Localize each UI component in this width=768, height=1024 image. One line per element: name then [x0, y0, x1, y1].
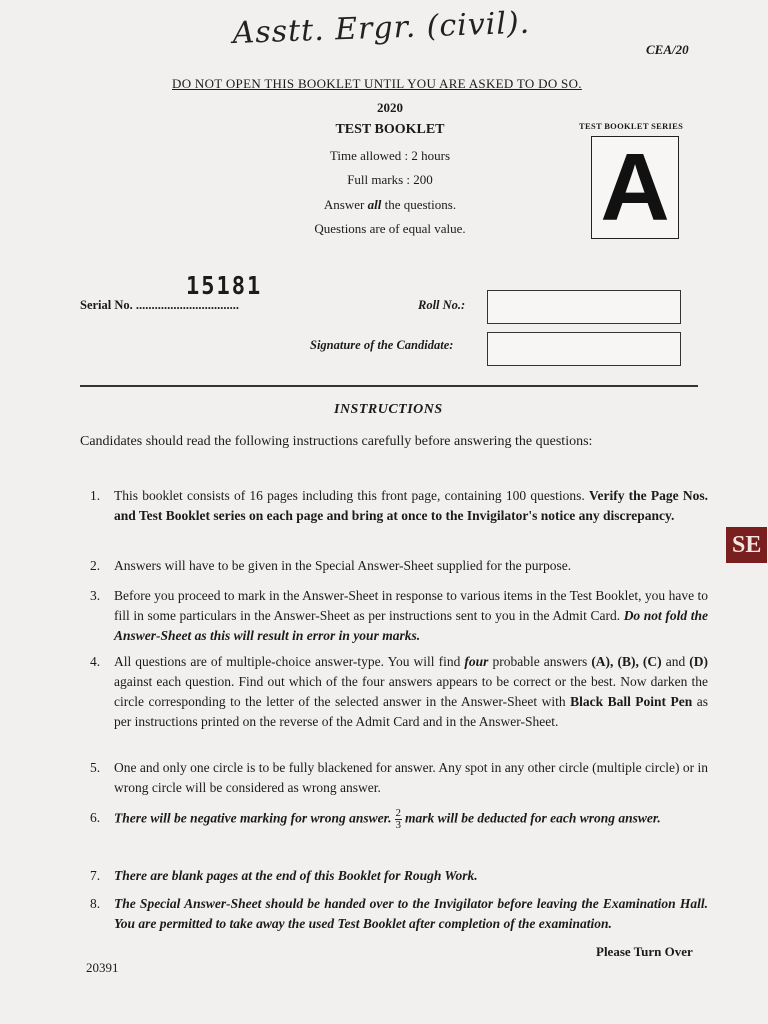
series-label: TEST BOOKLET SERIES: [579, 121, 684, 131]
item-text: and: [661, 654, 690, 669]
item-text: probable answers: [488, 654, 592, 669]
item-number: 3.: [90, 588, 101, 603]
booklet-title: TEST BOOKLET: [335, 122, 445, 137]
instruction-item-7: [90, 866, 708, 886]
footer-code: 20391: [86, 960, 119, 975]
instruction-item-8: [90, 894, 708, 934]
fraction-numerator: 2: [395, 807, 402, 819]
roll-no-field[interactable]: [487, 290, 681, 324]
item-text: against each question. Find out which of the four answers appears to be correct or the best. Now darken the circle corresponding to the letter of the selected answer in the Answer-Sheet with: [114, 674, 708, 709]
instruction-item-5: [90, 758, 708, 798]
item-option-d: (D): [689, 654, 709, 669]
item-text-bold-italic: Do not fold the Answer-Sheet as this will result in error in your marks.: [114, 608, 708, 643]
answer-all-instruction: [290, 197, 490, 213]
full-marks: Full marks : 200: [347, 172, 433, 187]
item-number: 8.: [90, 896, 101, 911]
item-text: The Special Answer-Sheet should be handed over to the Invigilator before leaving the Examination Hall. You are permitted to take away the used Test Booklet after completion of the examination.: [114, 896, 708, 931]
equal-value-note: Questions are of equal value.: [314, 221, 466, 236]
answer-all-emphasis: all: [367, 197, 382, 212]
item-text: One and only one circle is to be fully blackened for answer. Any spot in any other circle (multiple circle) or in wrong circle will be considered as wrong answer.: [114, 760, 708, 795]
item-text: There will be negative marking for wrong answer.: [114, 810, 392, 826]
fraction-denominator: 3: [395, 819, 402, 831]
please-turn-over: Please Turn Over: [596, 944, 693, 959]
item-text: as per instructions printed on the reverse of the Admit Card and in the Answer-Sheet.: [114, 694, 709, 729]
item-text: Answers will have to be given in the Special Answer-Sheet supplied for the purpose.: [114, 558, 572, 573]
serial-number: 15181: [186, 272, 263, 301]
instruction-item-1: [90, 486, 708, 526]
instructions-intro: Candidates should read the following instructions carefully before answering the questions:: [80, 434, 593, 449]
signature-field[interactable]: [487, 332, 681, 366]
answer-all-suffix: the questions.: [381, 197, 457, 212]
item-text: All questions are of multiple-choice answer-type. You will find: [114, 654, 465, 669]
paper-code: CEA/20: [646, 42, 689, 57]
item-text: This booklet consists of 16 pages including this front page, containing 100 questions.: [114, 488, 589, 503]
exam-year: 2020: [377, 100, 403, 115]
instructions-title: INSTRUCTIONS: [334, 402, 443, 417]
item-options: (A), (B), (C): [591, 654, 662, 669]
instruction-item-2: [90, 556, 708, 576]
item-number: 1.: [90, 488, 101, 503]
time-allowed: Time allowed : 2 hours: [329, 148, 451, 163]
item-number: 7.: [90, 868, 101, 883]
item-number: 6.: [90, 810, 101, 825]
do-not-open-notice: DO NOT OPEN THIS BOOKLET UNTIL YOU ARE ASKED TO DO SO.: [172, 76, 582, 91]
signature-label: Signature of the Candidate:: [310, 338, 454, 352]
serial-label-text: Serial No. .................................: [80, 298, 240, 312]
item-text: mark will be deducted for each wrong answer.: [405, 810, 661, 826]
item-number: 2.: [90, 558, 101, 573]
divider: [80, 385, 698, 387]
item-text: Before you proceed to mark in the Answer-Sheet in response to various items in the Test Booklet, you have to fill in some particulars in the Answer-Sheet as per instructions sent to you in the Admit Card.: [114, 588, 708, 623]
roll-no-label: Roll No.:: [418, 298, 466, 312]
handwritten-note: Asstt. Ergr. (civil).: [232, 5, 531, 51]
item-number: 5.: [90, 760, 101, 775]
item-text-bold: Verify the Page Nos. and Test Booklet series on each page and bring at once to the Invigilator's notice any discrepancy.: [114, 488, 708, 523]
item-emphasis: four: [464, 654, 489, 669]
series-letter-box: [591, 133, 679, 241]
series-letter: A: [600, 133, 670, 241]
instruction-item-4: [90, 652, 708, 732]
item-pen-emphasis: Black Ball Point Pen: [570, 694, 693, 709]
answer-all-prefix: Answer: [323, 197, 368, 212]
item-number: 4.: [90, 654, 101, 669]
fraction: [395, 808, 403, 831]
item-text: There are blank pages at the end of this Booklet for Rough Work.: [114, 868, 478, 883]
instruction-item-6: [90, 808, 708, 831]
instruction-item-3: [90, 586, 708, 646]
side-tab: SE: [726, 527, 767, 563]
